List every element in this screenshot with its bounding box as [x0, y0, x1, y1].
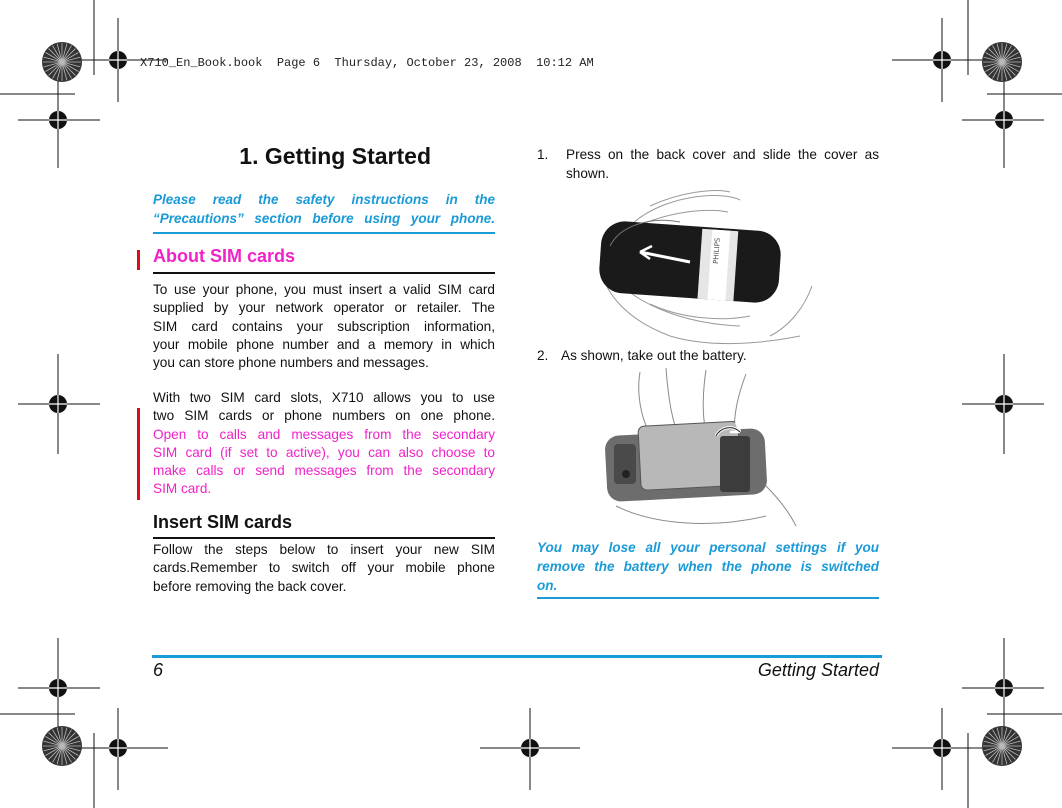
about-sim-heading: About SIM cards	[153, 246, 296, 266]
text-line: Press on the back cover and slide the cover as	[566, 147, 879, 162]
change-bar	[137, 408, 140, 500]
insert-sim-text	[153, 541, 495, 596]
text-line: your mobile phone number and a memory in which	[153, 336, 495, 352]
safety-note-line-1: Please read the safety instructions in the	[153, 192, 495, 207]
dual-sim-text	[153, 389, 495, 499]
change-bar	[137, 250, 140, 270]
battery-note-line-1: You may lose all your personal settings if you	[537, 540, 879, 555]
text-line: you can store phone numbers and messages.	[153, 355, 429, 371]
phone-brand: PHILIPS	[712, 237, 722, 265]
battery-note	[537, 538, 879, 595]
text-line: shown.	[566, 165, 610, 181]
about-sim-text	[153, 281, 495, 372]
step-2-text: As shown, take out the battery.	[561, 348, 747, 363]
chapter-title: 1. Getting Started	[239, 143, 431, 169]
note-rule	[153, 232, 495, 234]
text-line: Open to calls and messages from the secondary	[153, 426, 495, 442]
insert-sim-heading: Insert SIM cards	[153, 512, 293, 532]
text-line: make calls or send messages from the secondary	[153, 463, 495, 479]
footer-rule	[152, 655, 882, 658]
battery-note-line-3: on.	[537, 578, 558, 593]
text-line: cards.Remember to switch off your mobile phone	[153, 560, 495, 576]
text-line: SIM card contains your subscription information,	[153, 318, 495, 334]
safety-note	[153, 190, 495, 228]
safety-note-line-2: “Precautions” section before using your phone.	[153, 211, 495, 226]
page-number: 6	[153, 660, 164, 680]
footer-section-title: Getting Started	[757, 660, 879, 680]
step-1-number: 1.	[537, 147, 549, 162]
text-line: two SIM cards or phone numbers on one phone.	[153, 408, 495, 424]
text-line: before removing the back cover.	[153, 578, 347, 594]
slide-cover-illustration	[590, 186, 820, 348]
text-line: SIM card.	[153, 481, 212, 497]
text-line: SIM card (if set to active), you can also choose to	[153, 444, 495, 460]
text-line: To use your phone, you must insert a valid SIM card	[153, 282, 495, 297]
step-1-text	[566, 146, 879, 183]
text-line: With two SIM card slots, X710 allows you to use	[153, 390, 495, 405]
heading-rule	[153, 272, 495, 274]
print-slug: X710_En_Book.book Page 6 Thursday, October 23, 2008 10:12 AM	[140, 56, 594, 70]
battery-note-line-2: remove the battery when the phone is switched	[537, 559, 879, 574]
remove-battery-illustration	[596, 366, 806, 528]
text-line: Follow the steps below to insert your new SIM	[153, 542, 495, 557]
step-2-number: 2.	[537, 348, 549, 363]
text-line: supplied by your network operator or retailer. The	[153, 300, 495, 316]
note-rule	[537, 597, 879, 599]
heading-rule	[153, 537, 495, 539]
